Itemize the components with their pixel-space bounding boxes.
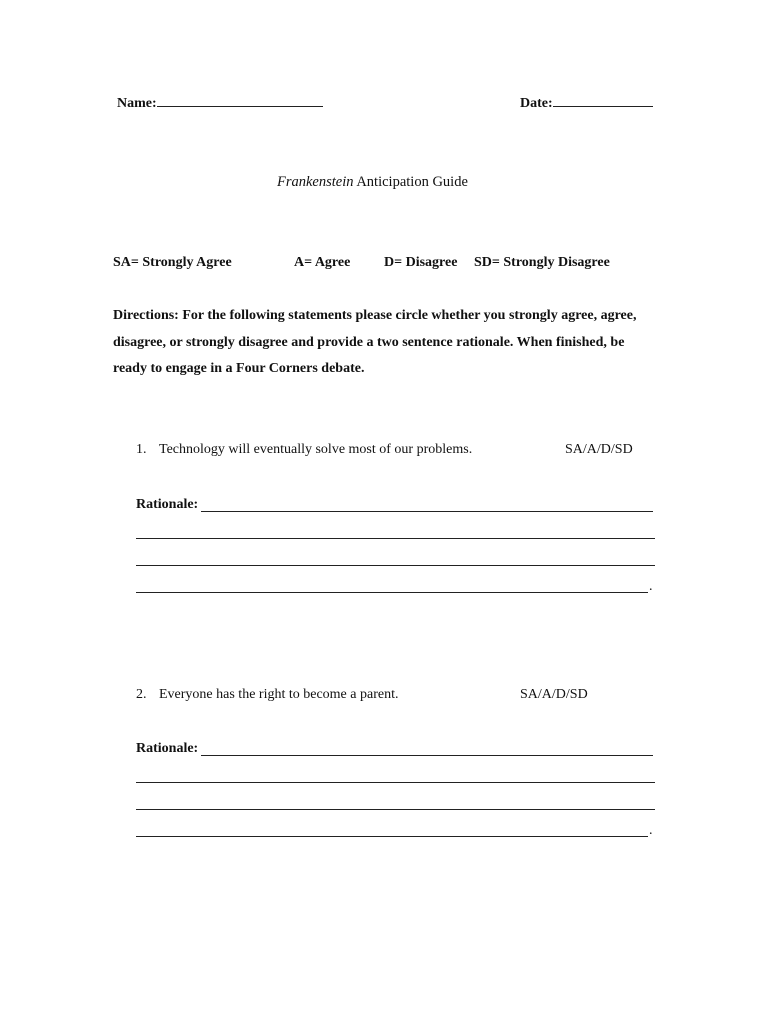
question-2-end-mark: . <box>649 823 653 838</box>
question-2-scale[interactable]: SA/A/D/SD <box>520 687 588 702</box>
question-2-rationale-line-4[interactable] <box>136 836 648 837</box>
question-1-scale[interactable]: SA/A/D/SD <box>565 442 633 457</box>
question-2-rationale-line-1[interactable] <box>201 755 653 756</box>
page-title <box>277 174 468 191</box>
title-italic: Frankenstein <box>277 174 354 190</box>
legend-d: D= Disagree <box>384 255 458 270</box>
question-1-rationale-line-4[interactable] <box>136 592 648 593</box>
question-1-end-mark: . <box>649 579 653 594</box>
question-2-rationale-label: Rationale: <box>136 741 199 756</box>
question-2-rationale-line-3[interactable] <box>136 809 655 810</box>
question-1-rationale-line-1[interactable] <box>201 511 653 512</box>
question-1-rationale-line-2[interactable] <box>136 538 655 539</box>
question-1-rationale-label: Rationale: <box>136 497 199 512</box>
question-2-rationale-line-2[interactable] <box>136 782 655 783</box>
question-1-number: 1. <box>136 442 147 457</box>
date-blank[interactable] <box>553 94 653 107</box>
question-1-text: Technology will eventually solve most of our problems. <box>159 442 473 457</box>
legend-a: A= Agree <box>294 255 351 270</box>
legend-sa: SA= Strongly Agree <box>113 255 232 270</box>
name-label: Name: <box>117 96 157 111</box>
directions-paragraph: Directions: For the following statements please circle whether you strongly agree, agree, disagree, or strongly disagree and provide a two sentence rationale. When finished, be ready to engage in a Four Corners debate. <box>113 308 637 376</box>
name-field[interactable] <box>117 94 323 112</box>
question-2-number: 2. <box>136 687 147 702</box>
name-blank[interactable] <box>157 94 323 107</box>
question-1-rationale-line-3[interactable] <box>136 565 655 566</box>
date-field[interactable] <box>520 94 653 112</box>
question-2-text: Everyone has the right to become a parent. <box>159 687 399 702</box>
legend-sd: SD= Strongly Disagree <box>474 255 610 270</box>
date-label: Date: <box>520 96 553 111</box>
title-rest: Anticipation Guide <box>353 174 468 190</box>
